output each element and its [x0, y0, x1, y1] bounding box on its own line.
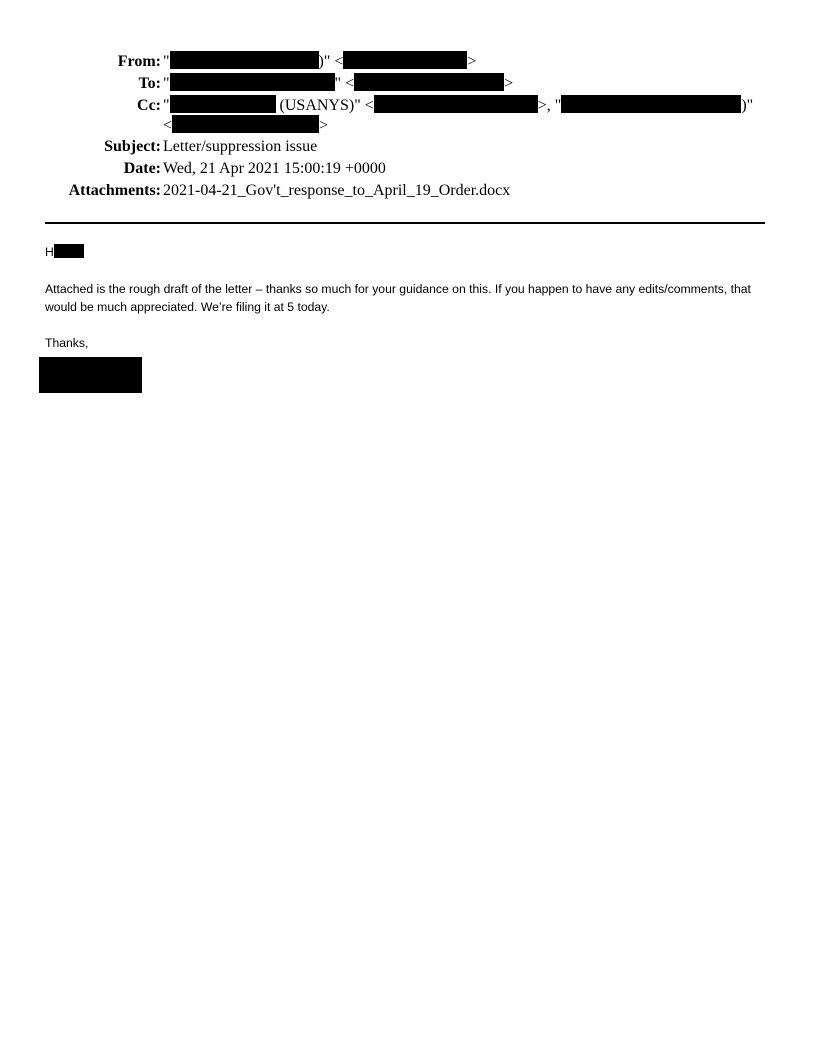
- cc-value-continued: < >: [163, 117, 329, 134]
- cc-row: [0, 95, 816, 117]
- redaction-box: [354, 73, 504, 91]
- redaction-box: [170, 51, 319, 69]
- redaction-box: [561, 95, 741, 113]
- attachments-row: [0, 180, 816, 202]
- redaction-box: [343, 51, 467, 69]
- redaction-box: [374, 95, 538, 113]
- from-value: " )" < >: [163, 53, 477, 70]
- from-label: From:: [117, 53, 161, 70]
- cc-label: Cc:: [137, 97, 161, 114]
- redaction-box: [170, 95, 276, 113]
- header-divider: [45, 222, 765, 224]
- to-label: To:: [138, 75, 161, 92]
- subject-value: Letter/suppression issue: [163, 138, 318, 155]
- greeting: H: [45, 243, 765, 261]
- date-label: Date:: [123, 160, 161, 177]
- redaction-box: [54, 244, 84, 258]
- redaction-box: [170, 73, 335, 91]
- to-row: [0, 73, 816, 95]
- attachment-filename[interactable]: 2021-04-21_Gov't_response_to_April_19_Order.docx: [163, 182, 511, 199]
- attachments-label: Attachments:: [68, 182, 161, 199]
- to-value: " " < >: [163, 75, 514, 92]
- subject-label: Subject:: [104, 138, 161, 155]
- closing: Thanks,: [45, 336, 89, 350]
- date-row: [0, 158, 816, 180]
- redaction-box: [172, 115, 319, 133]
- date-value: Wed, 21 Apr 2021 15:00:19 +0000: [163, 160, 386, 177]
- message-paragraph: Attached is the rough draft of the letter – thanks so much for your guidance on this. If you happen to have any edits/comments, that would be much appreciated. We’re filing it at 5 today.: [45, 282, 751, 314]
- subject-row: [0, 136, 816, 158]
- from-row: [0, 51, 816, 73]
- cc-row-continued: [0, 115, 816, 137]
- signature-redaction-box: [39, 357, 142, 393]
- cc-value: " (USANYS)" < >, " )": [163, 97, 754, 114]
